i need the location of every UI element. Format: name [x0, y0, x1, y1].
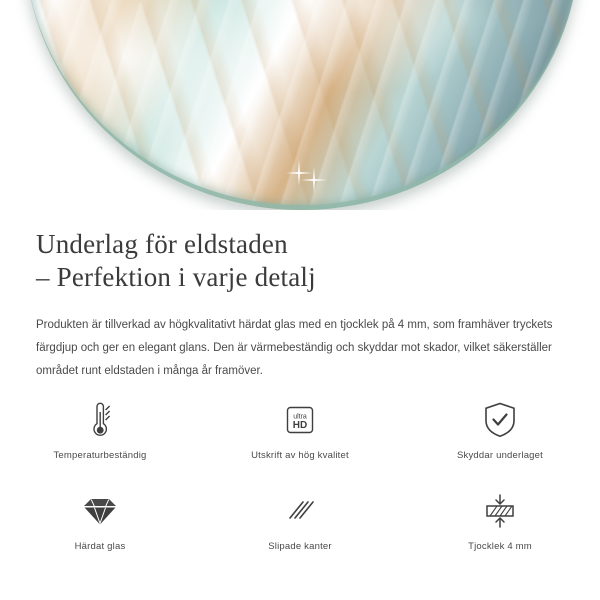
ultra-hd-icon	[200, 398, 400, 442]
feature-label: Skyddar underlaget	[457, 450, 543, 461]
headline-line-2: – Perfektion i varje detalj	[36, 262, 316, 292]
feature-item-protection	[400, 398, 600, 461]
feature-item-print-quality	[200, 398, 400, 461]
thermometer-icon	[0, 398, 200, 442]
headline-line-1: Underlag för eldstaden	[36, 229, 288, 259]
description-paragraph: Produkten är tillverkad av högkvalitativt härdat glas med en tjocklek på 4 mm, som framhäver tryckets färgdjup och ger en elegant glans. Den är värmebeständig och skyddar mot skador, vilket säkerställer området runt eldstaden i många år framöver.	[36, 319, 553, 377]
feature-item-polished-edges	[200, 489, 400, 552]
glass-plate-graphic	[24, 0, 580, 210]
feature-label: Utskrift av hög kvalitet	[251, 450, 349, 461]
feature-row-1	[0, 398, 600, 461]
feature-item-temperature	[0, 398, 200, 461]
feature-label: Tjocklek 4 mm	[468, 541, 532, 552]
feature-row-2	[0, 489, 600, 552]
feature-item-thickness	[400, 489, 600, 552]
svg-text:HD: HD	[292, 420, 308, 431]
polished-edges-icon	[200, 489, 400, 533]
feature-grid	[0, 398, 600, 552]
feature-label: Slipade kanter	[268, 541, 332, 552]
shield-check-icon	[400, 398, 600, 442]
diamond-icon	[0, 489, 200, 533]
content-block	[0, 228, 600, 383]
thickness-arrows-icon	[400, 489, 600, 533]
page-title	[36, 228, 600, 294]
marble-veins	[24, 0, 580, 210]
svg-text:ultra: ultra	[293, 413, 307, 421]
feature-label: Temperaturbeständig	[53, 450, 147, 461]
hero-image	[0, 0, 600, 210]
feature-item-tempered-glass	[0, 489, 200, 552]
feature-label: Härdat glas	[74, 541, 126, 552]
